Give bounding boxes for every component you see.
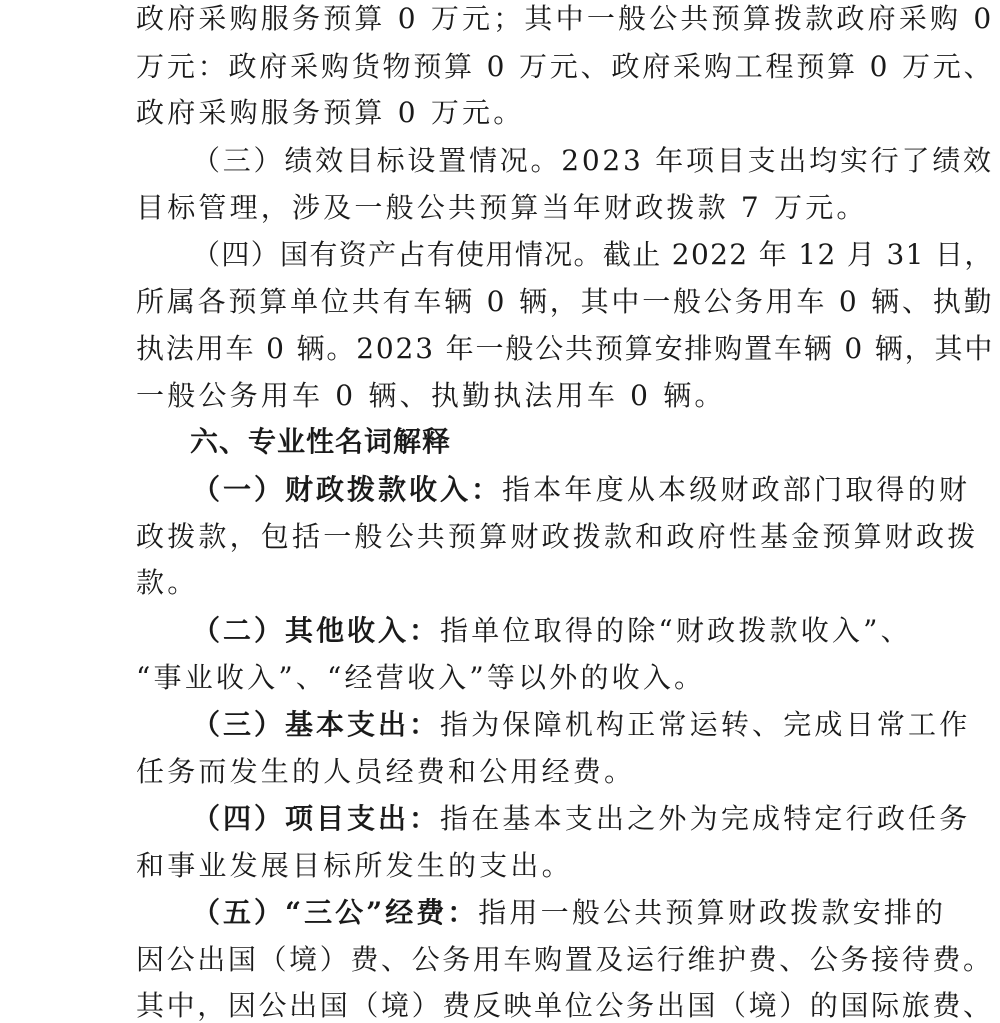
definition-term: （三）基本支出： (192, 708, 441, 741)
definition-first-line (192, 473, 970, 507)
definition-text: 指单位取得的除“财政拨款收入”、 (440, 614, 912, 647)
definition-line: 和事业发展目标所发生的支出。 (136, 849, 573, 882)
paragraph-line: （四）国有资产占有使用情况。截止 2022 年 12 月 31 日， (192, 238, 994, 271)
definition-text: 指为保障机构正常运转、完成日常工作 (440, 708, 971, 741)
definition-text: 指在基本支出之外为完成特定行政任务 (440, 802, 971, 835)
paragraph-line: 执法用车 0 辆。2023 年一般公共预算安排购置车辆 0 辆，其中 (136, 332, 995, 365)
definition-text: 指本年度从本级财政部门取得的财 (502, 473, 971, 506)
definition-line: 因公出国（境）费、公务用车购置及运行维护费、公务接待费。 (136, 943, 994, 976)
paragraph-line: 所属各预算单位共有车辆 0 辆，其中一般公务用车 0 辆、执勤 (136, 285, 995, 318)
definition-first-line (192, 708, 970, 742)
definition-term: （五）“三公”经费： (192, 896, 479, 929)
definition-line: 任务而发生的人员经费和公用经费。 (136, 755, 636, 788)
paragraph-line: 政府采购服务预算 0 万元。 (136, 96, 525, 129)
definition-first-line (192, 802, 970, 836)
paragraph-line: （三）绩效目标设置情况。2023 年项目支出均实行了绩效 (192, 144, 994, 177)
section-heading: 六、专业性名词解释 (190, 425, 452, 458)
definition-term: （四）项目支出： (192, 802, 441, 835)
definition-line: “事业收入”、“经营收入”等以外的收入。 (136, 661, 706, 694)
definition-line: 政拨款，包括一般公共预算财政拨款和政府性基金预算财政拨 (136, 520, 979, 553)
definition-line: 其中，因公出国（境）费反映单位公务出国（境）的国际旅费、 (136, 989, 994, 1022)
definition-line: 款。 (136, 566, 199, 599)
definition-first-line (192, 614, 912, 648)
paragraph-line: 一般公务用车 0 辆、执勤执法用车 0 辆。 (136, 379, 726, 412)
definition-term: （一）财政拨款收入： (192, 473, 503, 506)
paragraph-line: 万元：政府采购货物预算 0 万元、政府采购工程预算 0 万元、 (136, 50, 995, 83)
definition-text: 指用一般公共预算财政拨款安排的 (478, 896, 947, 929)
definition-term: （二）其他收入： (192, 614, 441, 647)
paragraph-line: 目标管理，涉及一般公共预算当年财政拨款 7 万元。 (136, 191, 868, 224)
definition-first-line (192, 896, 946, 930)
paragraph-line: 政府采购服务预算 0 万元；其中一般公共预算拨款政府采购 0 (136, 2, 995, 35)
